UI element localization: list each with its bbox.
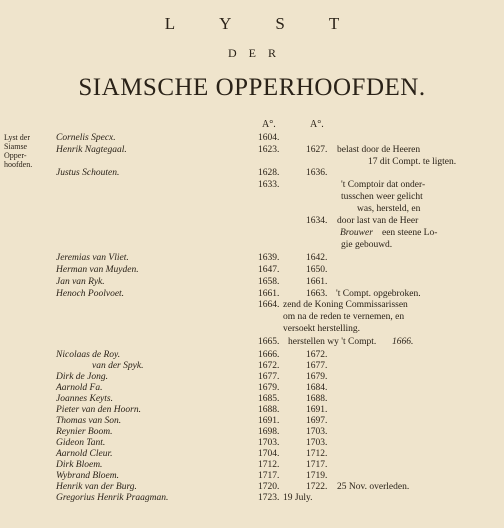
margin-note-line: Siamse xyxy=(4,142,28,151)
year-end: 1691. xyxy=(306,405,328,415)
note-text: om na de reden te vernemen, en xyxy=(283,312,405,322)
year-end: 1642. xyxy=(306,253,328,263)
margin-note-line: hoofden. xyxy=(4,160,33,169)
margin-note-line: Opper- xyxy=(4,151,27,160)
year-start: 1720. xyxy=(258,482,280,492)
table-row-name: Nicolaas de Roy. xyxy=(56,350,121,360)
year-start: 1679. xyxy=(258,383,280,393)
year-end: 1717. xyxy=(306,460,328,470)
year-start: 1691. xyxy=(258,416,280,426)
year-start: 1723. xyxy=(258,493,280,503)
note-text: was, hersteld, en xyxy=(357,204,421,214)
year-start: 1647. xyxy=(258,265,280,275)
note-text: 17 dit Compt. te ligten. xyxy=(368,157,457,167)
year-end: 1722. xyxy=(306,482,328,492)
note-text: gie gebouwd. xyxy=(341,240,393,250)
year-end: 1663. xyxy=(306,289,328,299)
table-row-name: Thomas van Son. xyxy=(56,416,122,426)
note-text: Brouwer xyxy=(340,228,373,238)
note-text: 25 Nov. overleden. xyxy=(337,482,410,492)
note-text: versoekt herstelling. xyxy=(283,324,361,334)
note-year: 1666. xyxy=(392,337,414,347)
table-row-name: Herman van Muyden. xyxy=(56,265,139,275)
table-row-name: Dirk de Jong. xyxy=(56,372,108,382)
table-row-name: van der Spyk. xyxy=(92,361,144,371)
year-end: 1697. xyxy=(306,416,328,426)
table-row-name: Joannes Keyts. xyxy=(56,394,113,404)
year-end: 1679. xyxy=(306,372,328,382)
table-row-name: Justus Schouten. xyxy=(56,168,120,178)
note-text: een steene Lo- xyxy=(382,228,438,238)
table-row-name: Aarnold Fa. xyxy=(56,383,103,393)
margin-note-line: Lyst der xyxy=(4,133,30,142)
table-row-name: Pieter van den Hoorn. xyxy=(56,405,141,415)
note-year: 1634. xyxy=(306,216,328,226)
year-start: 1704. xyxy=(258,449,280,459)
table-row-name: Dirk Bloem. xyxy=(56,460,103,470)
year-end: 1650. xyxy=(306,265,328,275)
main-title: SIAMSCHE OPPERHOOFDEN. xyxy=(78,74,426,101)
title-letter: Y xyxy=(219,14,232,33)
title-der xyxy=(0,46,504,61)
table-row-name: Aarnold Cleur. xyxy=(56,449,113,459)
note-text: tusschen weer gelicht xyxy=(341,192,423,202)
year-start: 1677. xyxy=(258,372,280,382)
year-start: 1628. xyxy=(258,168,280,178)
year-start: 1717. xyxy=(258,471,280,481)
note-text: 't Compt. opgebroken. xyxy=(336,289,421,299)
der-letter: R xyxy=(268,46,277,60)
der-letter: D xyxy=(227,46,237,60)
note-year: 1665. xyxy=(258,337,280,347)
year-end: 1672. xyxy=(306,350,328,360)
year-end: 1684. xyxy=(306,383,328,393)
table-row-name: Gideon Tant. xyxy=(56,438,106,448)
year-end: 19 July. xyxy=(283,493,313,503)
year-end: 1677. xyxy=(306,361,328,371)
table-row-name: Jan van Ryk. xyxy=(56,277,105,287)
year-end: 1712. xyxy=(306,449,328,459)
year-end: 1719. xyxy=(306,471,328,481)
year-start: 1703. xyxy=(258,438,280,448)
year-start: 1698. xyxy=(258,427,280,437)
title-letter: L xyxy=(164,14,176,33)
year-start: 1661. xyxy=(258,289,280,299)
year-start: 1685. xyxy=(258,394,280,404)
year-end: 1661. xyxy=(306,277,328,287)
margin-note xyxy=(4,133,52,169)
title-letter: T xyxy=(328,14,340,33)
table-row-name: Cornelis Specx. xyxy=(56,133,116,143)
table-row-name: Henoch Poolvoet. xyxy=(56,289,125,299)
table-row-name: Gregorius Henrik Praagman. xyxy=(56,493,169,503)
note-text: belast door de Heeren xyxy=(337,145,421,155)
year-end: 1703. xyxy=(306,438,328,448)
column-header-b: A°. xyxy=(310,119,324,130)
year-end: 1688. xyxy=(306,394,328,404)
year-end: 1636. xyxy=(306,168,328,178)
year-end: 1703. xyxy=(306,427,328,437)
der-letter: E xyxy=(248,46,256,60)
note-text: herstellen wy 't Compt. xyxy=(288,337,377,347)
column-header-a: A°. xyxy=(262,119,276,130)
title-letter: S xyxy=(275,14,285,33)
year-start: 1712. xyxy=(258,460,280,470)
year-start: 1623. xyxy=(258,145,280,155)
year-start: 1688. xyxy=(258,405,280,415)
year-start: 1672. xyxy=(258,361,280,371)
note-text: 't Comptoir dat onder- xyxy=(341,180,426,190)
note-text: zend de Koning Commissarissen xyxy=(283,300,408,310)
title-lyst xyxy=(0,14,504,34)
table-row-name: Jeremias van Vliet. xyxy=(56,253,129,263)
note-year: 1664. xyxy=(258,300,280,310)
table-row-name: Reynier Boom. xyxy=(56,427,113,437)
table-row-name: Wybrand Bloem. xyxy=(56,471,119,481)
note-text: door last van de Heer xyxy=(337,216,419,226)
table-row-name: Henrik Nagtegaal. xyxy=(56,145,127,155)
year-start: 1604. xyxy=(258,133,280,143)
year-start: 1639. xyxy=(258,253,280,263)
year-start: 1658. xyxy=(258,277,280,287)
year-start: 1633. xyxy=(258,180,280,190)
year-start: 1666. xyxy=(258,350,280,360)
year-end: 1627. xyxy=(306,145,328,155)
table-row-name: Henrik van der Burg. xyxy=(56,482,137,492)
